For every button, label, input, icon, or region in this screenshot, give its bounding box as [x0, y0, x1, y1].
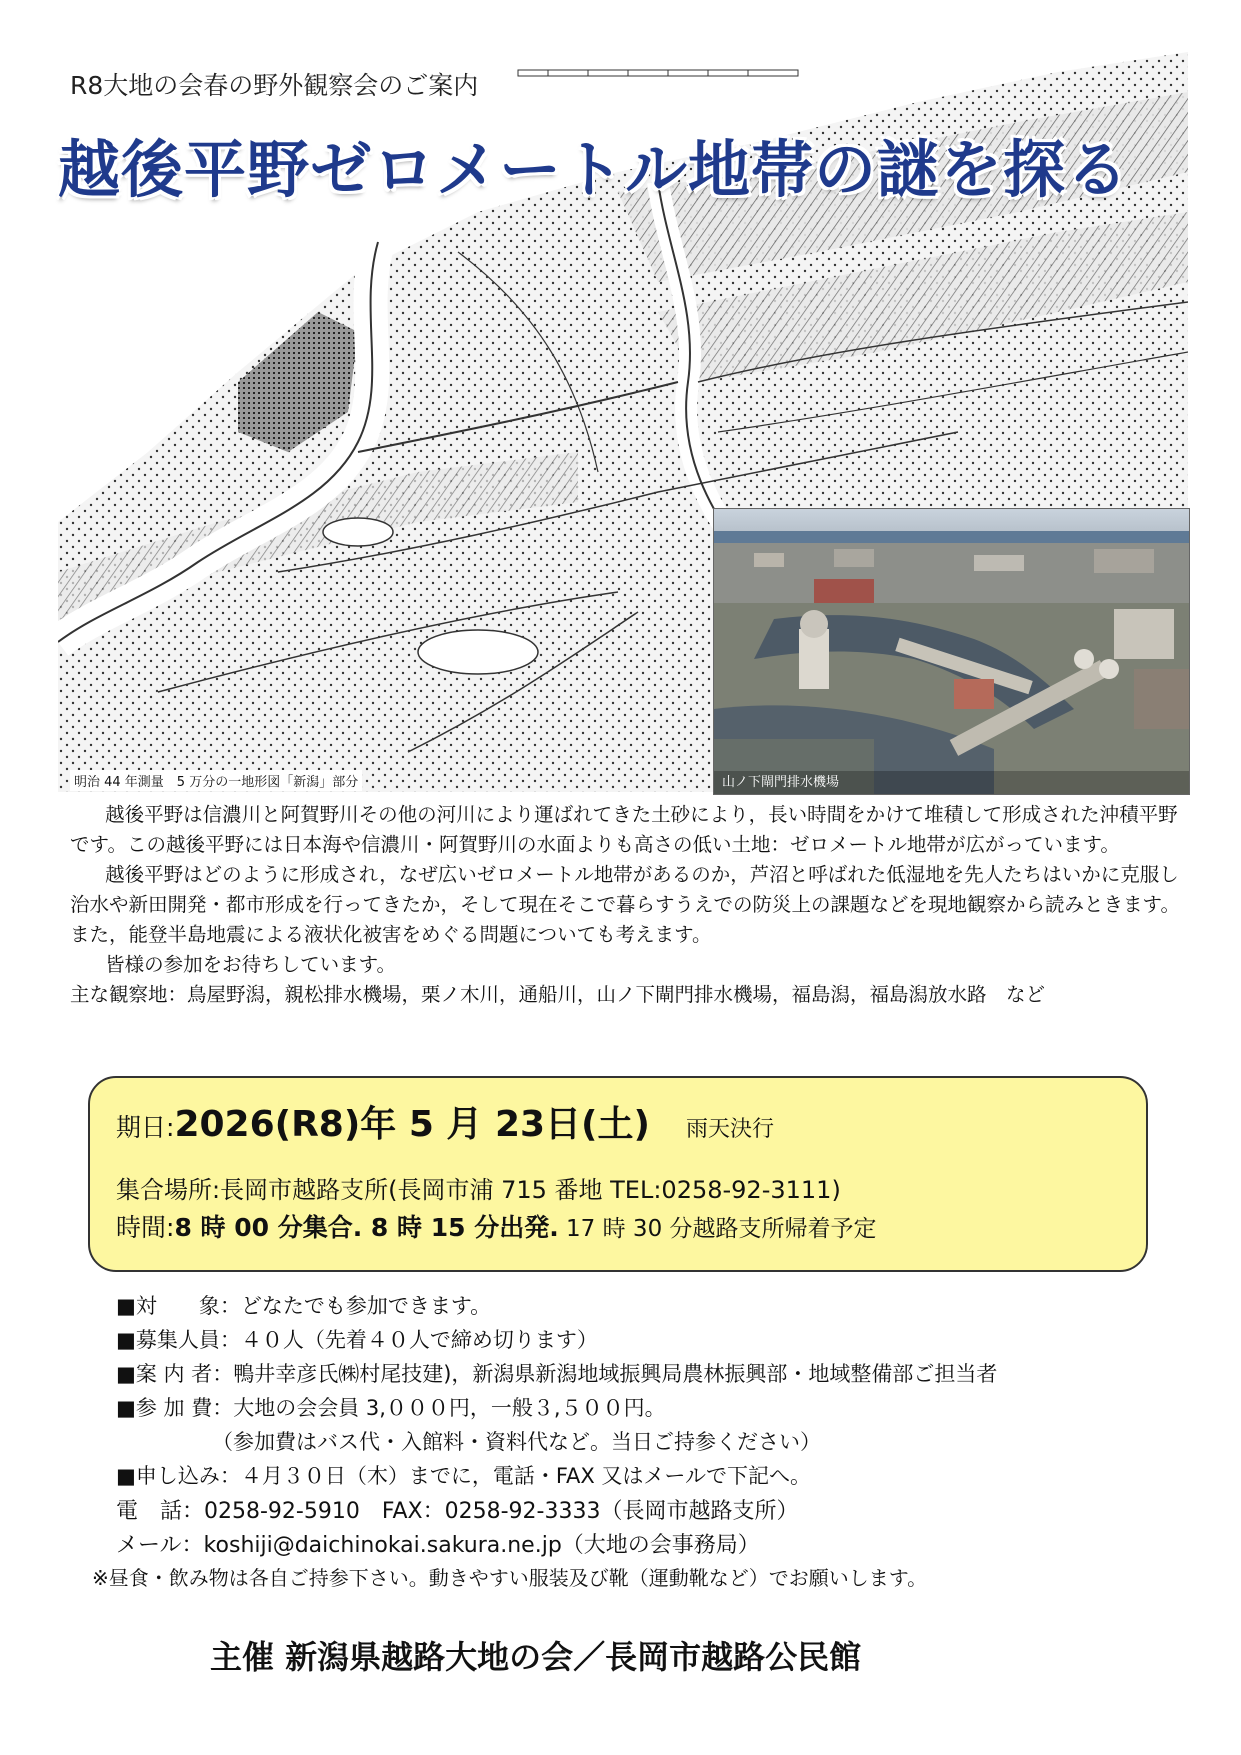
event-subtitle: R8大地の会春の野外観察会のご案内 — [70, 71, 479, 100]
lunch-note: ※昼食・飲み物は各自ご持参下さい。動きやすい服装及び靴（運動靴など）でお願いします。 — [92, 1566, 928, 1590]
map-caption: 明治 44 年測量 5 万分の一地形図「新潟」部分 — [70, 770, 362, 791]
detail-guide: ■案 内 者：鴨井幸彦氏㈱村尾技建)，新潟県新潟地域振興局農林振興部・地域整備部ご担当者 — [116, 1362, 998, 1386]
photo-caption: 山ノ下閘門排水機場 — [722, 775, 840, 790]
intro-paragraph-3: 皆様の参加をお待ちしています。 — [105, 953, 397, 976]
detail-target: ■対 象：どなたでも参加できます。 — [116, 1294, 492, 1318]
intro-paragraph-2: 越後平野はどのように形成され，なぜ広いゼロメートル地帯があるのか，芦沼と呼ばれた低湿地を先人たちはいかに克服し治水や新田開発・都市形成を行ってきたか，そして現在そこで暮らすうえでの防災上の課題などを現地観察から読みときます。また，能登半島地震による液状化被害をめぐる問題についても考えます。 — [70, 863, 1180, 946]
detail-fee: ■参 加 費：大地の会会員 3,０００円，一般３,５００円。 — [116, 1396, 666, 1420]
date-line — [116, 1096, 774, 1147]
pumping-station-photo — [713, 508, 1190, 795]
rain-note: 雨天決行 — [685, 1117, 774, 1142]
intro-paragraph-1: 越後平野は信濃川と阿賀野川その他の河川により運ばれてきた土砂により，長い時間をかけて堆積して形成された沖積平野です。この越後平野には日本海や信濃川・阿賀野川の水面よりも高さの低い土地：ゼロメートル地帯が広がっています。 — [70, 803, 1178, 856]
intro-text — [70, 800, 1182, 1010]
date-label: 期日: — [116, 1113, 175, 1142]
contact-email: メール：koshiji@daichinokai.sakura.ne.jp（大地の会事務局） — [116, 1533, 760, 1558]
organizer: 主催 新潟県越路大地の会／長岡市越路公民館 — [210, 1638, 862, 1676]
contact-phone-fax: 電 話：0258-92-5910 FAX：0258-92-3333（長岡市越路支所） — [116, 1499, 799, 1524]
time-schedule: 8 時 00 分集合. 8 時 15 分出発. — [174, 1213, 559, 1242]
time-label: 時間: — [116, 1213, 175, 1242]
page-title: 越後平野ゼロメートル地帯の謎を探る — [58, 133, 1130, 206]
observation-sites: 主な観察地：鳥屋野潟，親松排水機場，栗ノ木川，通船川，山ノ下閘門排水機場，福島潟，福島潟放水路 など — [70, 983, 1046, 1006]
detail-apply: ■申し込み：４月３０日（木）までに，電話・FAX 又はメールで下記へ。 — [116, 1464, 811, 1488]
detail-fee-note: （参加費はバス代・入館料・資料代など。当日ご持参ください） — [212, 1430, 821, 1454]
detail-capacity: ■募集人員：４０人（先着４０人で締め切ります） — [116, 1328, 598, 1352]
meeting-place: 集合場所:長岡市越路支所(長岡市浦 715 番地 TEL:0258-92-3111) — [116, 1176, 841, 1204]
event-info-box — [88, 1076, 1148, 1272]
time-line — [116, 1208, 877, 1244]
event-date: 2026(R8)年 5 月 23日(土) — [174, 1104, 650, 1145]
return-time: 17 時 30 分越路支所帰着予定 — [558, 1216, 877, 1242]
